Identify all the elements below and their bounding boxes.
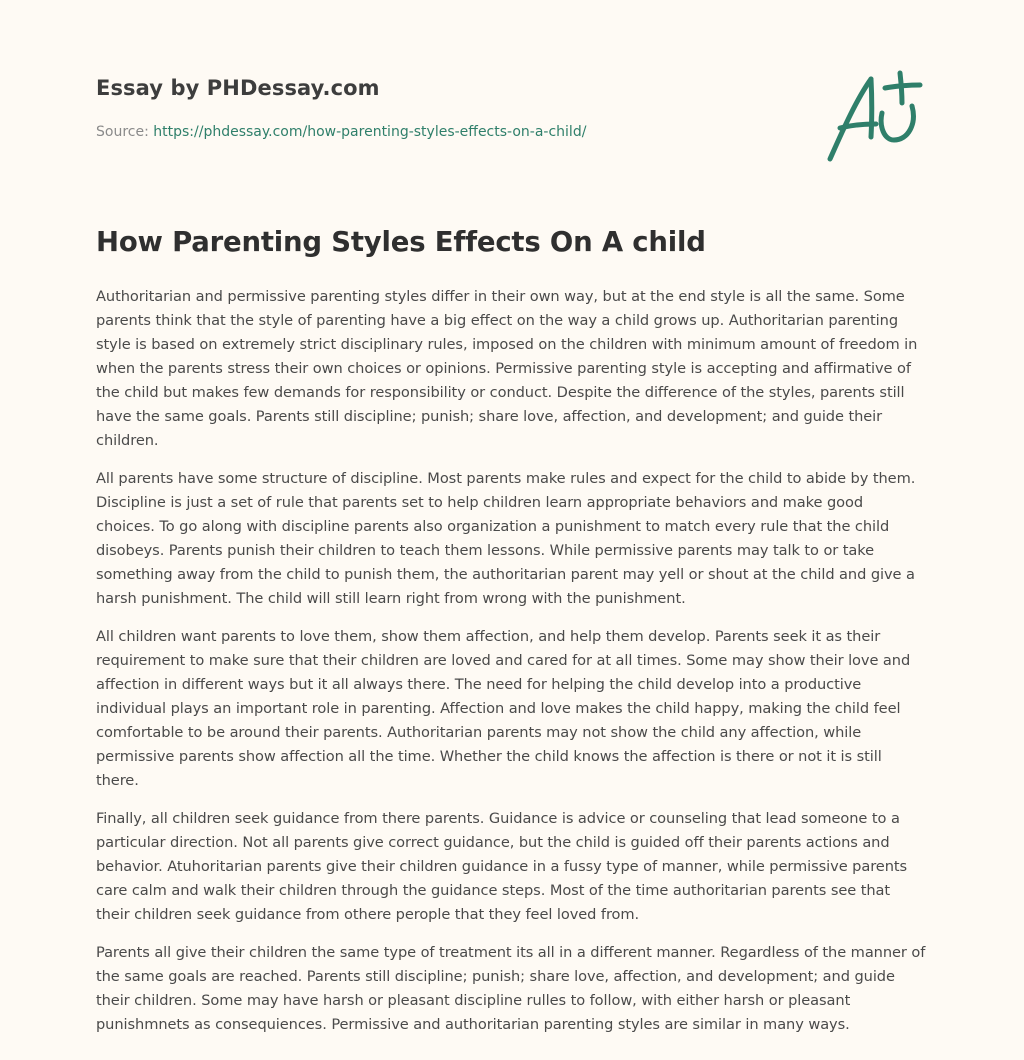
essay-paragraph: Finally, all children seek guidance from there parents. Guidance is advice or counseling that lead someone to a particular direction. Not all parents give correct guidance, but the child is guided off their parents actions and behavior. Atuhoritarian parents give their children guidance in a fussy type of manner, while permissive parents care calm and walk their children through the guidance steps. Most of the time authoritarian parents see that their children seek guidance from othere perople that they feel loved from.: [96, 810, 908, 923]
essay-body: [96, 285, 926, 1051]
essay-paragraph: All children want parents to love them, show them affection, and help them develop. Parents seek it as their requirement to make sure that their children are loved and cared for at all times. Some may show their love and affection in different ways but it all always there. The need for helping the child develop into a productive individual plays an important role in parenting. Affection and love makes the child happy, making the child feel comfortable to be around their parents. Authoritarian parents may not show the child any affection, while permissive parents show affection all the time. Whether the child knows the affection is there or not it is still there.: [96, 628, 911, 789]
source-line: [96, 124, 586, 140]
site-brand: Essay by PHDessay.com: [96, 76, 380, 100]
source-label: Source:: [96, 124, 149, 140]
a-plus-logo-icon: [824, 66, 924, 166]
essay-paragraph: Parents all give their children the same type of treatment its all in a different manner. Regardless of the manner of the same goals are reached. Parents still discipline; punish; share love, affection, and development; and guide their children. Some may have harsh or pleasant discipline rulles to follow, with either harsh or pleasant punishmnets as consequiences. Permissive and authoritarian parenting styles are similar in many ways.: [96, 944, 926, 1033]
source-link[interactable]: https://phdessay.com/how-parenting-styles-effects-on-a-child/: [153, 124, 587, 140]
essay-paragraph: Authoritarian and permissive parenting styles differ in their own way, but at the end style is all the same. Some parents think that the style of parenting have a big effect on the way a child grows up. Authoritarian parenting style is based on extremely strict disciplinary rules, imposed on the children with minimum amount of freedom in when the parents stress their own choices or opinions. Permissive parenting style is accepting and affirmative of the child but makes few demands for responsibility or conduct. Despite the difference of the styles, parents still have the same goals. Parents still discipline; punish; share love, affection, and development; and guide their children.: [96, 288, 918, 449]
essay-paragraph: All parents have some structure of discipline. Most parents make rules and expect for the child to abide by them. Discipline is just a set of rule that parents set to help children learn appropriate behaviors and make good choices. To go along with discipline parents also organization a punishment to match every rule that the child disobeys. Parents punish their children to teach them lessons. While permissive parents may talk to or take something away from the child to punish them, the authoritarian parent may yell or shout at the child and give a harsh punishment. The child will still learn right from wrong with the punishment.: [96, 470, 916, 607]
essay-title: How Parenting Styles Effects On A child: [96, 226, 706, 258]
essay-page: [96, 0, 926, 1060]
